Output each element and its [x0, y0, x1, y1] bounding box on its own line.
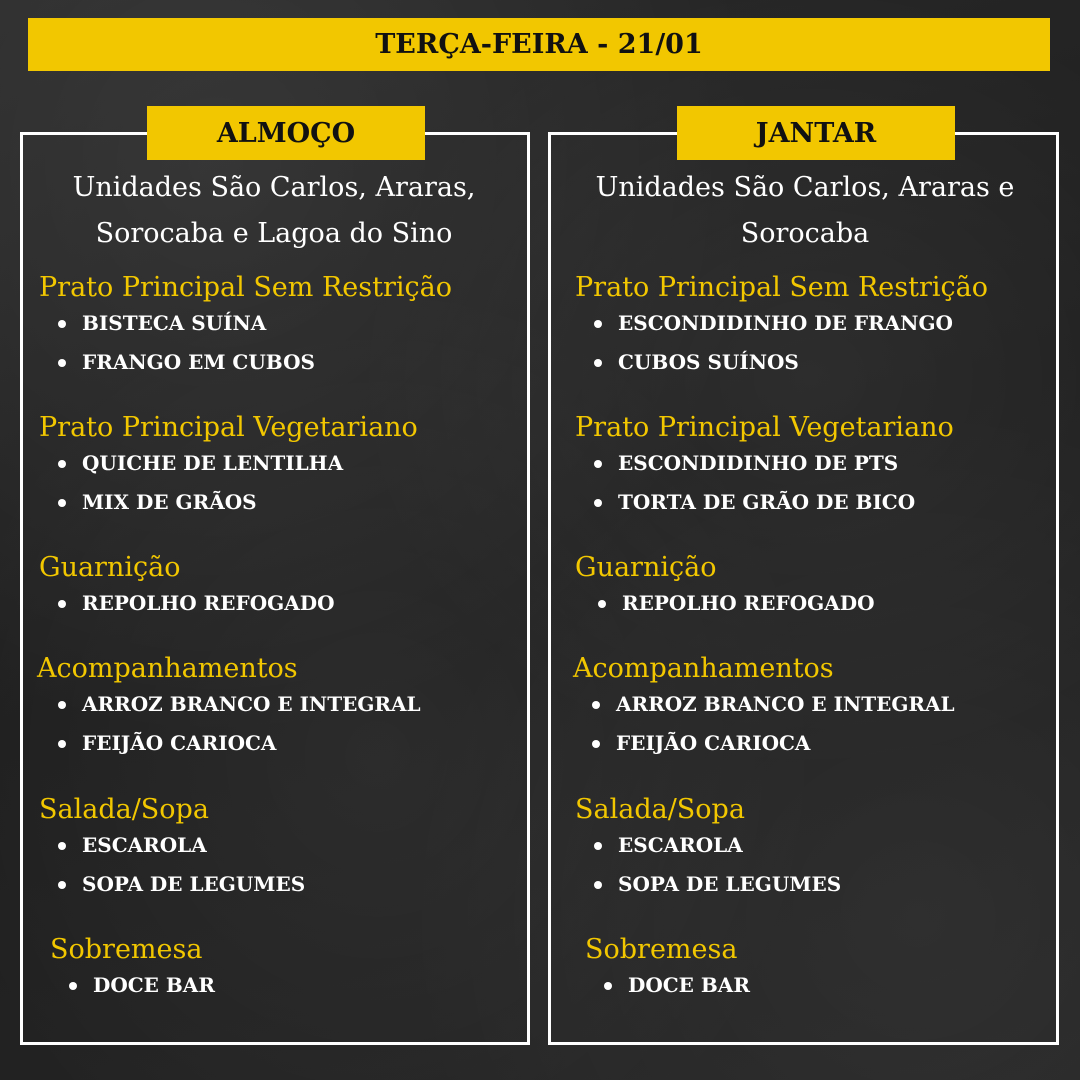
- dinner-section-items-garnish: [596, 589, 875, 628]
- dinner-units-line1: Unidades São Carlos, Araras e: [595, 172, 1015, 203]
- dinner-section-title-vegetarian: Prato Principal Vegetariano: [575, 412, 954, 443]
- menu-item: TORTA DE GRÃO DE BICO: [592, 488, 915, 527]
- dinner-section-items-dessert: [602, 971, 750, 1010]
- lunch-section-title-dessert: Sobremesa: [50, 934, 203, 965]
- menu-item: DOCE BAR: [602, 971, 750, 1010]
- dinner-section-title-dessert: Sobremesa: [585, 934, 738, 965]
- lunch-section-items-main: [56, 309, 315, 387]
- menu-item: ESCAROLA: [56, 831, 305, 870]
- menu-item: FRANGO EM CUBOS: [56, 348, 315, 387]
- dinner-units: [555, 165, 1055, 257]
- lunch-section-title-main: Prato Principal Sem Restrição: [39, 272, 453, 303]
- dinner-section-items-main: [592, 309, 953, 387]
- dinner-label: JANTAR: [677, 106, 955, 160]
- dinner-section-items-vegetarian: [592, 449, 915, 527]
- menu-item: REPOLHO REFOGADO: [596, 589, 875, 628]
- dinner-section-title-salad: Salada/Sopa: [575, 794, 745, 825]
- dinner-section-items-salad: [592, 831, 841, 909]
- menu-item: QUICHE DE LENTILHA: [56, 449, 343, 488]
- lunch-section-title-vegetarian: Prato Principal Vegetariano: [39, 412, 418, 443]
- menu-item: ESCONDIDINHO DE PTS: [592, 449, 915, 488]
- lunch-section-items-dessert: [67, 971, 215, 1010]
- dinner-units-line2: Sorocaba: [740, 218, 870, 249]
- menu-item: ARROZ BRANCO E INTEGRAL: [56, 690, 421, 729]
- dinner-section-title-garnish: Guarnição: [575, 552, 717, 583]
- menu-item: ESCAROLA: [592, 831, 841, 870]
- dinner-section-items-sides: [590, 690, 955, 768]
- menu-item: ARROZ BRANCO E INTEGRAL: [590, 690, 955, 729]
- lunch-section-items-garnish: [56, 589, 335, 628]
- lunch-section-items-sides: [56, 690, 421, 768]
- menu-item: MIX DE GRÃOS: [56, 488, 343, 527]
- lunch-section-title-salad: Salada/Sopa: [39, 794, 209, 825]
- lunch-section-title-sides: Acompanhamentos: [37, 653, 298, 684]
- dinner-section-title-main: Prato Principal Sem Restrição: [575, 272, 989, 303]
- lunch-section-title-garnish: Guarnição: [39, 552, 181, 583]
- lunch-units-line2: Sorocaba e Lagoa do Sino: [95, 218, 453, 249]
- menu-item: DOCE BAR: [67, 971, 215, 1010]
- menu-item: FEIJÃO CARIOCA: [56, 729, 421, 768]
- menu-item: REPOLHO REFOGADO: [56, 589, 335, 628]
- dinner-section-title-sides: Acompanhamentos: [573, 653, 834, 684]
- menu-item: FEIJÃO CARIOCA: [590, 729, 955, 768]
- lunch-units: [24, 165, 524, 257]
- lunch-section-items-vegetarian: [56, 449, 343, 527]
- menu-item: CUBOS SUÍNOS: [592, 348, 953, 387]
- menu-item: SOPA DE LEGUMES: [592, 870, 841, 909]
- menu-item: ESCONDIDINHO DE FRANGO: [592, 309, 953, 348]
- menu-item: BISTECA SUÍNA: [56, 309, 315, 348]
- menu-item: SOPA DE LEGUMES: [56, 870, 305, 909]
- lunch-units-line1: Unidades São Carlos, Araras,: [72, 172, 476, 203]
- lunch-section-items-salad: [56, 831, 305, 909]
- lunch-label: ALMOÇO: [147, 106, 425, 160]
- date-banner: TERÇA-FEIRA - 21/01: [28, 18, 1050, 71]
